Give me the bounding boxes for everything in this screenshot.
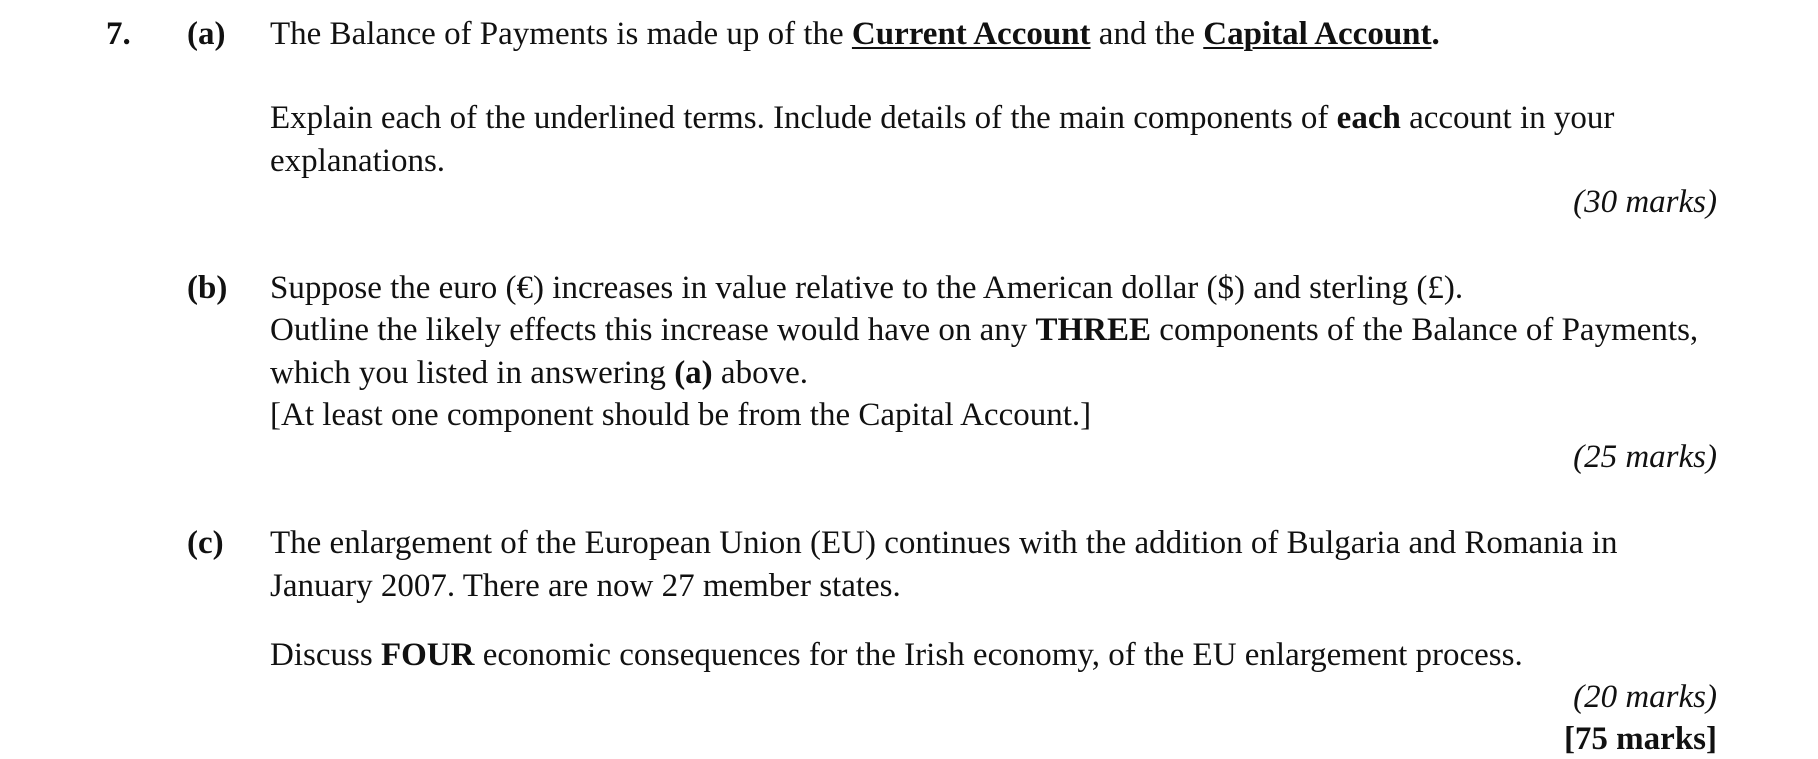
part-b-instruction-bold-three: THREE (1035, 312, 1152, 348)
part-c-label: (c) (187, 525, 224, 561)
part-b-note: [At least one component should be from the Capital Account.] (270, 397, 1092, 433)
part-b-instruction-text-1: Outline the likely effects this increase would have on any (270, 312, 1036, 348)
part-c-instruction (270, 634, 1740, 677)
part-b-instruction-text-2: components of the Balance of Payments, which you listed in answering (270, 312, 1699, 391)
part-a-instruction-text-2: account in your explanations. (270, 100, 1615, 179)
part-b-instruction-bold-a: (a) (674, 354, 713, 391)
part-a-instruction (270, 97, 1720, 182)
part-b-marks: (25 marks) (1573, 439, 1717, 475)
term-capital-account: Capital Account (1203, 16, 1432, 52)
term-current-account: Current Account (851, 16, 1091, 52)
part-b-label: (b) (187, 270, 228, 306)
part-a-statement-period: . (1431, 16, 1440, 52)
part-a-statement (270, 13, 1740, 56)
part-c-statement: The enlargement of the European Union (EU) continues with the addition of Bulgaria and Romania in January 2007. There are now 27 member states. (270, 525, 1618, 604)
part-a-statement-text-2: and the (1090, 16, 1204, 52)
part-b-instruction-text-3: above. (712, 354, 808, 391)
part-a-statement-text-1: The Balance of Payments is made up of the (270, 16, 852, 52)
question-number: 7. (106, 16, 131, 52)
part-a-instruction-text-1: Explain each of the underlined terms. Include details of the main components of (270, 100, 1337, 136)
part-c-instruction-text-1: Discuss (270, 637, 381, 673)
part-b-line-1: Suppose the euro (€) increases in value relative to the American dollar ($) and sterling (£). (270, 270, 1464, 306)
part-c-instruction-text-2: economic consequences for the Irish economy, of the EU enlargement process. (474, 637, 1523, 673)
total-marks: [75 marks] (1563, 721, 1717, 757)
part-a-instruction-bold-each: each (1336, 100, 1401, 136)
part-c-instruction-bold-four: FOUR (380, 637, 475, 673)
part-a-label: (a) (187, 16, 226, 52)
part-c-marks: (20 marks) (1573, 679, 1717, 715)
part-a-marks: (30 marks) (1573, 184, 1717, 220)
part-b-instruction (270, 309, 1730, 394)
